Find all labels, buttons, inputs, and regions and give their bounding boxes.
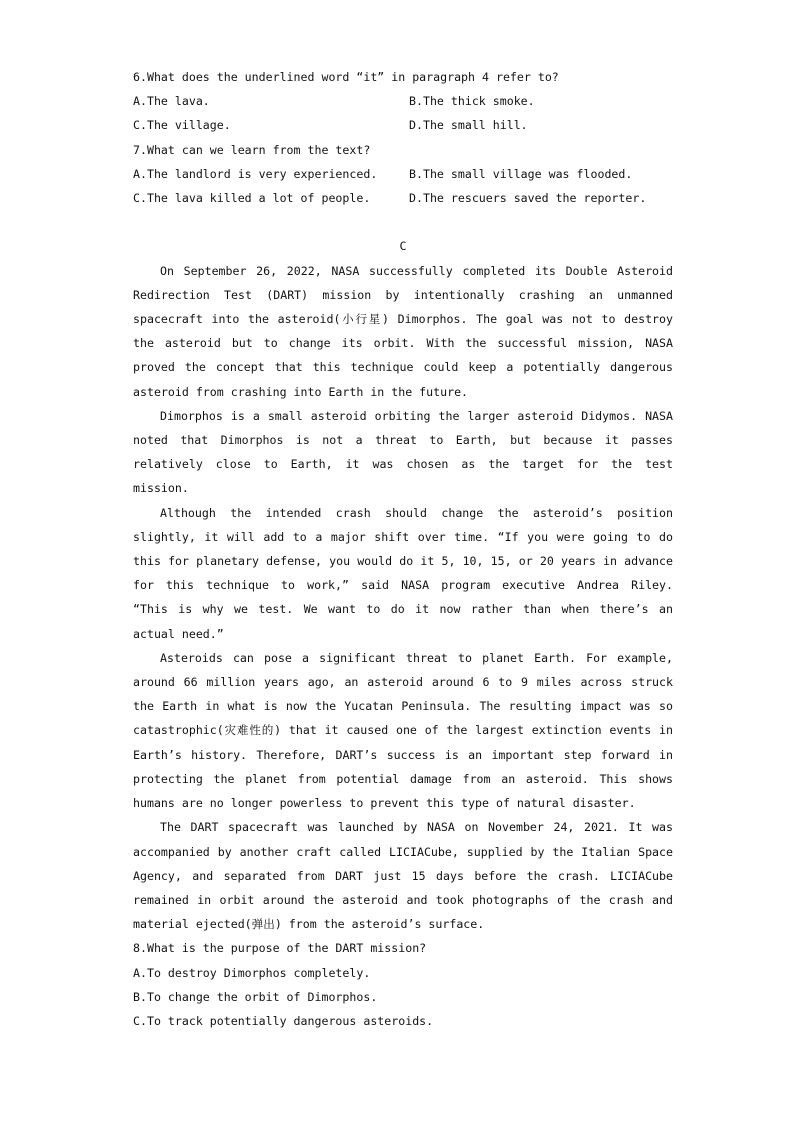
passage-line: the asteroid but to change its orbit. With the successful mission, NASA [133, 336, 673, 350]
passage-line: around 66 million years ago, an asteroid around 6 to 9 miles across struck [133, 675, 673, 689]
passage-line: protecting the planet from potential damage from an asteroid. This shows [133, 772, 673, 786]
passage-line: relatively close to Earth, it was chosen as the target for the test [133, 457, 673, 471]
passage-line: for this technique to work,” said NASA program executive Andrea Riley. [133, 578, 673, 592]
section-heading: C [399, 239, 407, 253]
question-6-option-c: C.The village. [133, 118, 231, 132]
question-8-option-c: C.To track potentially dangerous asteroids. [133, 1014, 434, 1028]
passage-line: noted that Dimorphos is not a threat to Earth, but because it passes [133, 433, 673, 447]
passage-line: Earth’s history. Therefore, DART’s success is an important step forward in [133, 748, 673, 762]
passage-line: Redirection Test (DART) mission by intentionally crashing an unmanned [133, 288, 673, 302]
passage-line: On September 26, 2022, NASA successfully completed its Double Asteroid [160, 264, 673, 278]
question-6-option-a: A.The lava. [133, 94, 210, 108]
question-7-option-a: A.The landlord is very experienced. [133, 167, 378, 181]
passage-line: Agency, and separated from DART just 15 days before the crash. LICIACube [133, 869, 673, 883]
question-7-stem: 7.What can we learn from the text? [133, 143, 371, 157]
passage-line: humans are no longer powerless to prevent this type of natural disaster. [133, 796, 636, 810]
passage-line: slightly, it will add to a major shift over time. “If you were going to do [133, 530, 673, 544]
passage-line: this for planetary defense, you would do it 5, 10, 15, or 20 years in advance [133, 554, 673, 568]
passage-line: Dimorphos is a small asteroid orbiting the larger asteroid Didymos. NASA [160, 409, 673, 423]
passage-line: the Earth in what is now the Yucatan Peninsula. The resulting impact was so [133, 699, 673, 713]
question-8-option-a: A.To destroy Dimorphos completely. [133, 966, 371, 980]
passage-line: actual need.” [133, 627, 224, 641]
question-7-option-b: B.The small village was flooded. [409, 167, 633, 181]
passage-line: proved the concept that this technique could keep a potentially dangerous [133, 360, 673, 374]
question-6-option-b: B.The thick smoke. [409, 94, 535, 108]
passage-line: accompanied by another craft called LICIACube, supplied by the Italian Space [133, 845, 673, 859]
passage-line: mission. [133, 481, 189, 495]
question-7-option-d: D.The rescuers saved the reporter. [409, 191, 647, 205]
passage-line: Although the intended crash should change the asteroid’s position [160, 506, 673, 520]
passage-line: “This is why we test. We want to do it now rather than when there’s an [133, 602, 673, 616]
question-8-option-b: B.To change the orbit of Dimorphos. [133, 990, 378, 1004]
question-6-option-d: D.The small hill. [409, 118, 528, 132]
passage-line: remained in orbit around the asteroid and took photographs of the crash and [133, 893, 673, 907]
passage-line: asteroid from crashing into Earth in the future. [133, 385, 469, 399]
passage-line: material ejected(弹出) from the asteroid’s surface. [133, 917, 485, 931]
question-7-option-c: C.The lava killed a lot of people. [133, 191, 371, 205]
passage-line: Asteroids can pose a significant threat to planet Earth. For example, [160, 651, 673, 665]
question-8-stem: 8.What is the purpose of the DART mission? [133, 941, 427, 955]
passage-line: catastrophic(灾难性的) that it caused one of the largest extinction events in [133, 723, 673, 737]
question-6-stem: 6.What does the underlined word “it” in paragraph 4 refer to? [133, 70, 559, 84]
passage-line: spacecraft into the asteroid(小行星) Dimorphos. The goal was not to destroy [133, 312, 673, 326]
passage-line: The DART spacecraft was launched by NASA on November 24, 2021. It was [160, 820, 673, 834]
